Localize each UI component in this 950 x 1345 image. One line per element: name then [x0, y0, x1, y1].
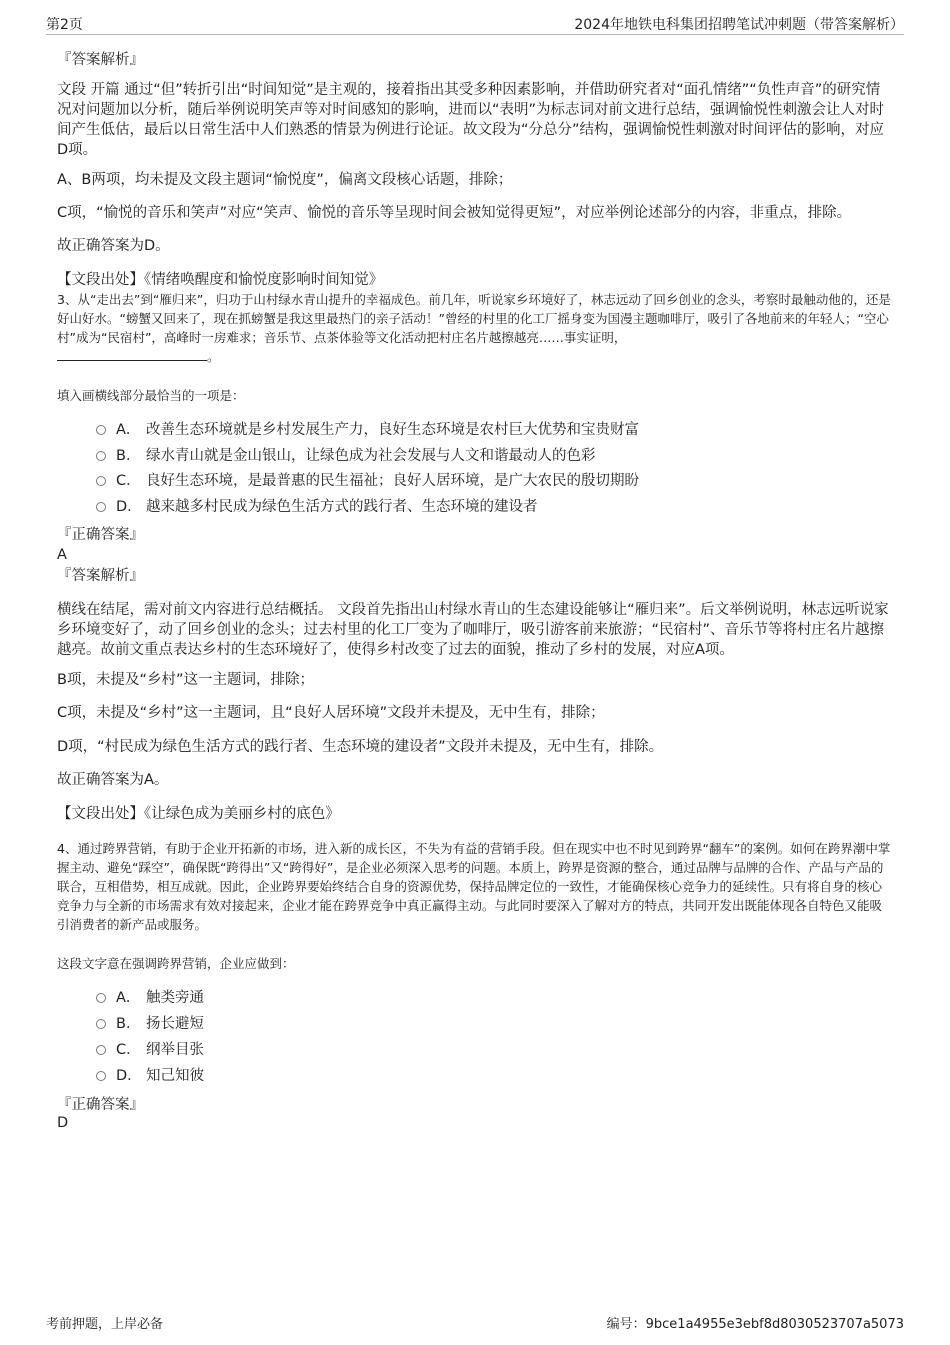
page-header [46, 12, 904, 35]
q2-conclusion: 故正确答案为D。 [57, 238, 170, 254]
q3-prompt: 填入画横线部分最恰当的一项是： [57, 388, 245, 403]
document-title: 2024年地铁电科集团招聘笔试冲刺题（带答案解析） [574, 17, 904, 33]
q2-analysis-label: 『答案解析』 [57, 52, 144, 68]
radio-icon[interactable] [96, 1019, 106, 1029]
q3-analysis-b: B项，未提及“乡村”这一主题词，排除； [57, 672, 314, 688]
q3-option-d[interactable]: D． 越来越多村民成为绿色生活方式的践行者、生态环境的建设者 [96, 496, 538, 518]
footer-slogan: 考前押题，上岸必备 [46, 1317, 164, 1332]
q4-stem: 4、通过跨界营销，有助于企业开拓新的市场，进入新的成长区，不失为有益的营销手段。但在现实中也不时见到跨界“翻车”的案例。如何在跨界潮中掌握主动、避免“踩空”，确保既“跨得出”又“跨得好”，是企业必须深入思考的问题。本质上，跨界是资源的整合，通过品牌与品牌的合作、产品与产品的联合，互相借势，相互成就。因此，企业跨界要始终结合自身的资源优势，保持品牌定位的一致性，才能确保核心竞争力的延续性。只有将自身的核心竞争力与全新的市场需求有效对接起来，企业才能在跨界竞争中真正赢得主动。与此同时要深入了解对方的特点，共同开发出既能体现各自特色又能吸引消费者的新产品或服务。 [57, 841, 891, 932]
q3-analysis-c: C项，未提及“乡村”这一主题词，且“良好人居环境”文段并未提及，无中生有，排除； [57, 705, 605, 721]
radio-icon[interactable] [96, 993, 106, 1003]
radio-icon[interactable] [96, 425, 106, 435]
q2-source: 【文段出处】《情绪唤醒度和愉悦度影响时间知觉》 [57, 272, 384, 288]
q3-stem-end: 。 [207, 349, 220, 364]
q3-answer: A [57, 547, 67, 563]
q3-fill-blank [57, 348, 207, 361]
q4-option-d[interactable]: D． 知己知彼 [96, 1065, 204, 1087]
radio-icon[interactable] [96, 476, 106, 486]
q3-analysis-label: 『答案解析』 [57, 568, 144, 584]
q3-stem [57, 290, 893, 366]
radio-icon[interactable] [96, 1045, 106, 1055]
q3-answer-label: 『正确答案』 [57, 527, 144, 543]
q2-analysis-text: 文段 开篇 通过“但”转折引出“时间知觉”是主观的，接着指出其受多种因素影响，并借助研究者对“面孔情绪”“负性声音”的研究情况对问题加以分析，随后举例说明笑声等对时间感知的影响，进而以“表明”为标志词对前文进行总结，强调愉悦性刺激会让人对时间产生低估，最后以日常生活中人们熟悉的情景为例进行论证。故文段为“分总分”结构，强调愉悦性刺激对时间评估的影响，对应D项。 [57, 82, 885, 158]
q3-stem-text: 3、从“走出去”到“雁归来”，归功于山村绿水青山提升的幸福成色。前几年，听说家乡环境好了，林志远动了回乡创业的念头，考察时最触动他的，还是好山好水。“螃蟹又回来了，现在抓螃蟹是我这里最热门的亲子活动！”曾经的村里的化工厂摇身变为国漫主题咖啡厅，吸引了各地前来的年轻人；“空心村”成为“民宿村”，高峰时一房难求；音乐节、点茶体验等文化活动把村庄名片越擦越亮……事实证明， [57, 292, 891, 345]
q4-prompt: 这段文字意在强调跨界营销，企业应做到： [57, 956, 295, 971]
footer-serial: 编号：9bce1a4955e3ebf8d8030523707a5073 [606, 1317, 904, 1332]
page-number: 第2页 [46, 17, 83, 33]
q4-option-c[interactable]: C． 纲举目张 [96, 1039, 204, 1061]
radio-icon[interactable] [96, 451, 106, 461]
q4-option-b[interactable]: B． 扬长避短 [96, 1013, 204, 1035]
q2-analysis-ab: A、B两项，均未提及文段主题词“愉悦度”，偏离文段核心话题，排除； [57, 172, 513, 188]
q3-analysis-d: D项，“村民成为绿色生活方式的践行者、生态环境的建设者”文段并未提及，无中生有，排除。 [57, 739, 664, 755]
q2-analysis-c: C项，“愉悦的音乐和笑声”对应“笑声、愉悦的音乐等呈现时间会被知觉得更短”，对应举例论述部分的内容，非重点，排除。 [57, 205, 852, 221]
q3-conclusion: 故正确答案为A。 [57, 772, 169, 788]
q4-answer: D [57, 1115, 69, 1131]
q3-option-c[interactable]: C． 良好生态环境，是最普惠的民生福祉；良好人居环境，是广大农民的殷切期盼 [96, 470, 639, 492]
q4-answer-label: 『正确答案』 [57, 1097, 144, 1113]
radio-icon[interactable] [96, 1071, 106, 1081]
q3-option-a[interactable]: A． 改善生态环境就是乡村发展生产力，良好生态环境是农村巨大优势和宝贵财富 [96, 419, 639, 441]
radio-icon[interactable] [96, 502, 106, 512]
q3-option-b[interactable]: B． 绿水青山就是金山银山，让绿色成为社会发展与人文和谐最动人的色彩 [96, 445, 596, 467]
q3-analysis-text: 横线在结尾，需对前文内容进行总结概括。 文段首先指出山村绿水青山的生态建设能够让“雁归来”。后文举例说明，林志远听说家乡环境变好了，动了回乡创业的念头；过去村里的化工厂变为了咖啡厅，吸引游客前来旅游；“民宿村”、音乐节等将村庄名片越擦越亮。故前文重点表达乡村的生态环境好了，使得乡村改变了过去的面貌，推动了乡村的发展，对应A项。 [57, 602, 889, 658]
q3-source: 【文段出处】《让绿色成为美丽乡村的底色》 [57, 806, 340, 822]
q4-option-a[interactable]: A． 触类旁通 [96, 987, 204, 1009]
